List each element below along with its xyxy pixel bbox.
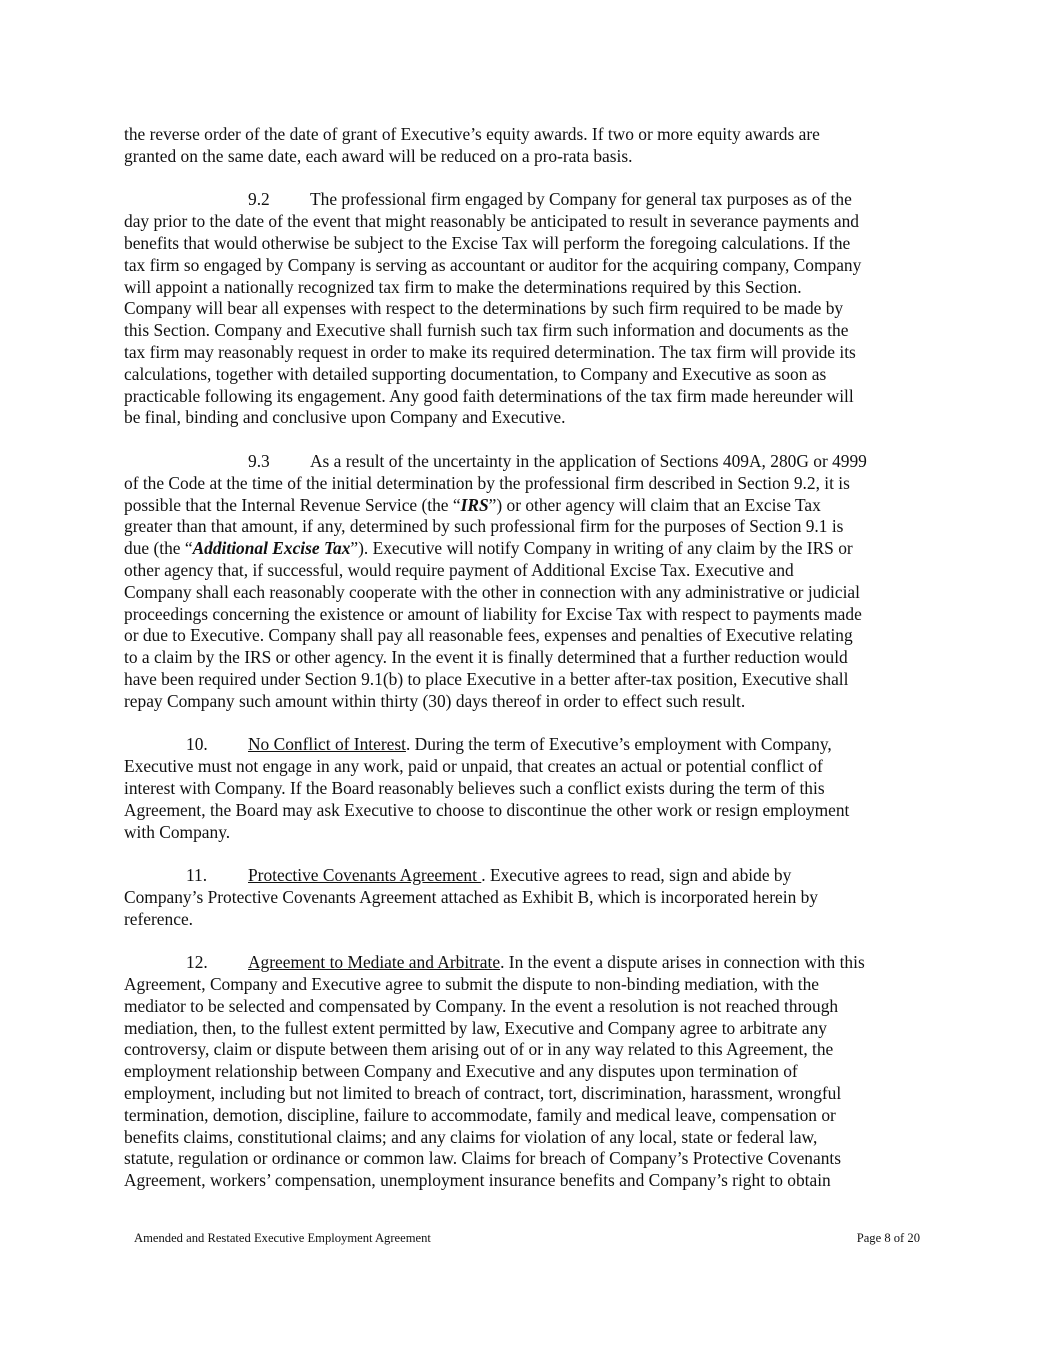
defined-term-irs: IRS xyxy=(460,494,489,515)
defined-term-additional-excise-tax: Additional Excise Tax xyxy=(192,538,351,559)
text-line: Company will bear all expenses with respect to the determinations by such firm required to be made by xyxy=(124,298,844,319)
text-line: this Section. Company and Executive shall furnish such tax firm such information and documents as the xyxy=(124,320,849,341)
text-line: calculations, together with detailed supporting documentation, to Company and Executive as soon as xyxy=(124,363,827,384)
text-line: to a claim by the IRS or other agency. In the event it is finally determined that a further reduction would xyxy=(124,647,848,668)
section-12 xyxy=(124,952,932,1192)
text-line: employment, including but not limited to breach of contract, tort, discrimination, harassment, wrongful xyxy=(124,1083,842,1104)
text-line: termination, demotion, discipline, failure to accommodate, family and medical leave, compensation or xyxy=(124,1104,836,1125)
text-line: have been required under Section 9.1(b) to place Executive in a better after-tax position, Executive shall xyxy=(124,668,849,689)
text-line: The professional firm engaged by Company for general tax purposes as of the xyxy=(310,189,852,210)
section-11 xyxy=(124,865,932,930)
text-fragment: due (the “ xyxy=(124,538,193,559)
section-number: 10. xyxy=(186,734,208,755)
text-line: proceedings concerning the existence or amount of liability for Excise Tax with respect to payments made xyxy=(124,603,862,624)
section-number: 9.2 xyxy=(248,189,270,210)
text-line: of the Code at the time of the initial determination by the professional firm described in Section 9.2, it is xyxy=(124,472,850,493)
text-fragment: . Executive agrees to read, sign and abide by xyxy=(481,865,792,886)
text-line: benefits that would otherwise be subject to the Excise Tax will perform the foregoing calculations. If the xyxy=(124,232,851,253)
section-9-2 xyxy=(124,189,932,429)
section-number: 11. xyxy=(186,865,208,886)
text-line: Company’s Protective Covenants Agreement attached as Exhibit B, which is incorporated herein by xyxy=(124,886,819,907)
section-9-3 xyxy=(124,451,932,713)
text-line: the reverse order of the date of grant of Executive’s equity awards. If two or more equity awards are xyxy=(124,124,820,144)
section-heading: No Conflict of Interest xyxy=(248,734,406,755)
text-line: controversy, claim or dispute between them arising out of or in any way related to this Agreement, the xyxy=(124,1039,834,1060)
text-fragment: ”). Executive will notify Company in writing of any claim by the IRS or xyxy=(350,538,853,559)
text-line: mediation, then, to the fullest extent permitted by law, Executive and Company agree to arbitrate any xyxy=(124,1017,827,1038)
text-line: granted on the same date, each award will be reduced on a pro-rata basis. xyxy=(124,145,633,166)
text-line: tax firm may reasonably request in order to make its required determination. The tax firm will provide its xyxy=(124,341,856,362)
text-line: reference. xyxy=(124,908,194,929)
text-line: tax firm so engaged by Company is serving as accountant or auditor for the acquiring company, Company xyxy=(124,254,862,275)
text-fragment: ”) or other agency will claim that an Excise Tax xyxy=(488,494,821,515)
text-line: be final, binding and conclusive upon Company and Executive. xyxy=(124,407,566,428)
intro-paragraph xyxy=(124,124,932,168)
text-line: interest with Company. If the Board reasonably believes such a conflict exists during the term of this xyxy=(124,777,825,798)
text-line: day prior to the date of the event that might reasonably be anticipated to result in severance payments and xyxy=(124,211,859,232)
text-line: Agreement, workers’ compensation, unemployment insurance benefits and Company’s right to obtain xyxy=(124,1170,831,1191)
text-line: As a result of the uncertainty in the application of Sections 409A, 280G or 4999 xyxy=(310,450,867,471)
text-line: other agency that, if successful, would require payment of Additional Excise Tax. Executive and xyxy=(124,559,794,580)
text-line: practicable following its engagement. Any good faith determinations of the tax firm made hereunder will xyxy=(124,385,854,406)
text-line: mediator to be selected and compensated by Company. In the event a resolution is not reached through xyxy=(124,995,839,1016)
text-line: will appoint a nationally recognized tax firm to make the determinations required by this Section. xyxy=(124,276,802,297)
text-fragment: . In the event a dispute arises in connection with this xyxy=(500,952,865,973)
section-number: 9.3 xyxy=(248,450,270,471)
document-page xyxy=(124,124,932,1192)
text-line: statute, regulation or ordinance or common law. Claims for breach of Company’s Protective Covenants xyxy=(124,1148,842,1169)
text-line: Agreement, Company and Executive agree to submit the dispute to non-binding mediation, with the xyxy=(124,974,819,995)
text-fragment: possible that the Internal Revenue Service (the “ xyxy=(124,494,461,515)
footer-page-number: Page 8 of 20 xyxy=(856,1231,920,1245)
footer-document-title: Amended and Restated Executive Employment Agreement xyxy=(134,1231,431,1245)
section-heading: Agreement to Mediate and Arbitrate xyxy=(248,952,501,973)
text-line: benefits claims, constitutional claims; and any claims for violation of any local, state or federal law, xyxy=(124,1126,818,1147)
text-line: greater than that amount, if any, determined by such professional firm for the purposes of Section 9.1 is xyxy=(124,516,844,537)
text-line: with Company. xyxy=(124,821,231,842)
text-line: or due to Executive. Company shall pay all reasonable fees, expenses and penalties of Executive relating xyxy=(124,625,853,646)
text-line: Executive must not engage in any work, paid or unpaid, that creates an actual or potential conflict of xyxy=(124,756,823,777)
text-fragment: . During the term of Executive’s employment with Company, xyxy=(405,734,832,755)
section-number: 12. xyxy=(186,952,208,973)
text-line: Company shall each reasonably cooperate with the other in connection with any administrative or judicial xyxy=(124,581,860,602)
text-line: repay Company such amount within thirty (30) days thereof in order to effect such result. xyxy=(124,690,746,711)
text-line: Agreement, the Board may ask Executive to choose to discontinue the other work or resign employment xyxy=(124,799,850,820)
section-heading: Protective Covenants Agreement xyxy=(248,865,482,886)
section-10 xyxy=(124,734,932,843)
text-line: employment relationship between Company and Executive and any disputes upon termination of xyxy=(124,1061,798,1082)
